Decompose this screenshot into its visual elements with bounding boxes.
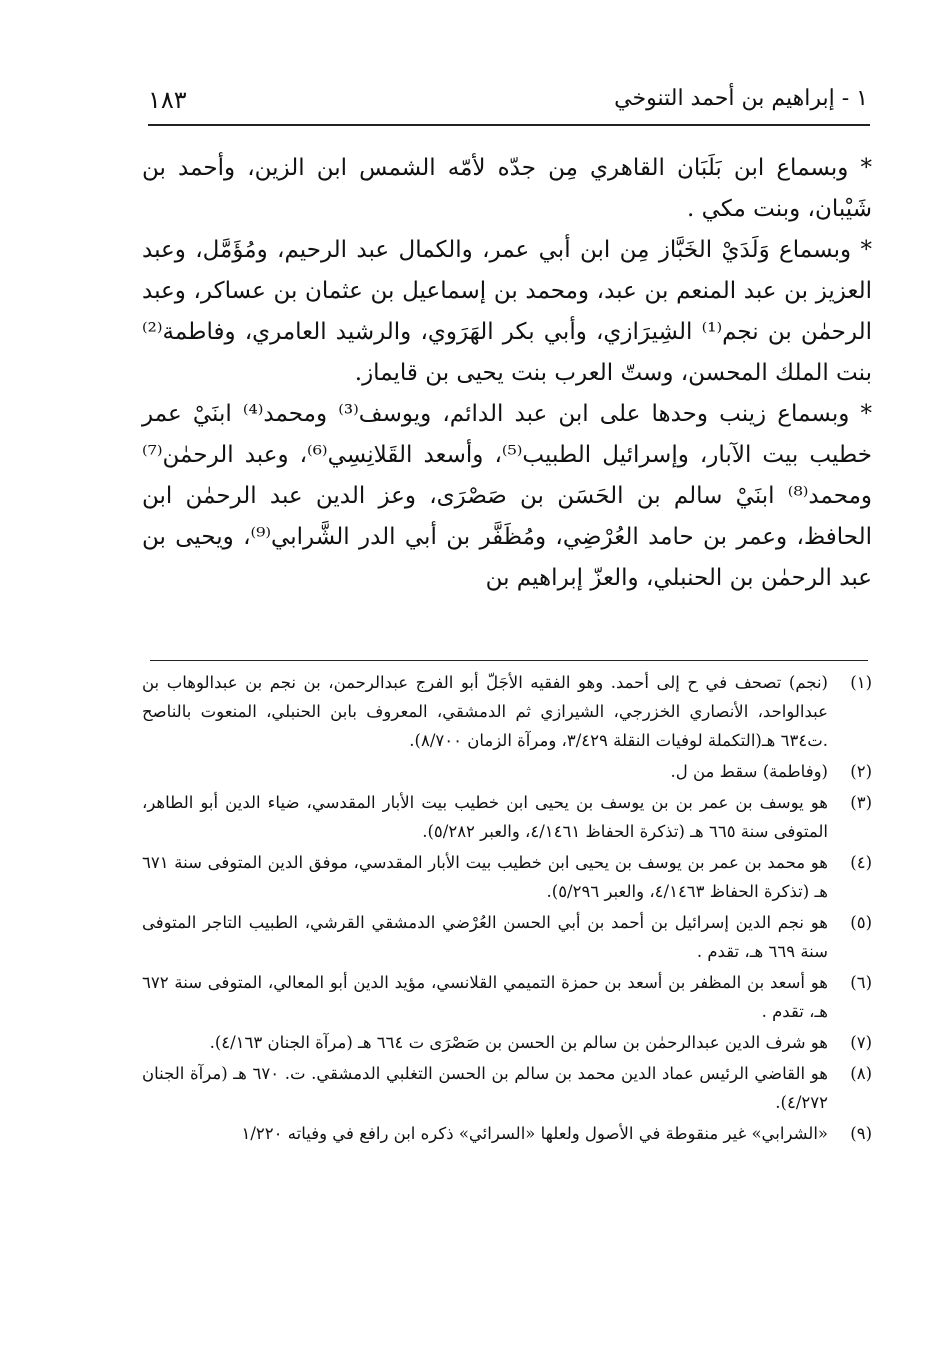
paragraph: * وبسماع زينب وحدها على ابن عبد الدائم، ويوسف⁽³⁾ ومحمد⁽⁴⁾ ابنَيْ عمر خطيب بيت الآبار، وإسرائيل الطبيب⁽⁵⁾، وأسعد القَلانِسِي⁽⁶⁾، وعبد الرحمٰن⁽⁷⁾ ومحمد⁽⁸⁾ ابنَيْ سالم بن الحَسَن بن صَصْرَى، وعز الدين عبد الرحمٰن ابن الحافظ، وعمر بن حامد العُرْضِي، ومُظَفَّر بن أبي الدر الشَّرابي⁽⁹⁾، ويحيى بن عبد الرحمٰن بن الحنبلي، والعزّ إبراهيم بن	[142, 401, 872, 591]
main-text	[142, 148, 872, 599]
footnote-divider	[150, 660, 868, 661]
footnote-text: هو أسعد بن المظفر بن أسعد بن حمزة التميمي القلانسي، مؤيد الدين أبو المعالي، المتوفى سنة ٦٧٢ هـ، تقدم .	[142, 973, 828, 1021]
footnote-text: هو شرف الدين عبدالرحمٰن بن سالم بن الحسن بن صَصْرَى ت ٦٦٤ هـ (مرآة الجنان ٤/١٦٣).	[209, 1033, 828, 1052]
running-title: ١ - إبراهيم بن أحمد التنوخي	[614, 86, 868, 111]
footnote	[142, 788, 872, 846]
footnote	[142, 668, 872, 755]
footnote-text: هو نجم الدين إسرائيل بن أحمد بن أبي الحسن العُرْضي الدمشقي القرشي، الطبيب التاجر المتوفى سنة ٦٦٩ هـ، تقدم .	[142, 913, 828, 961]
footnote	[142, 968, 872, 1026]
footnote	[142, 757, 872, 786]
footnote-text: (نجم) تصحف في ح إلى أحمد. وهو الفقيه الأجَلّ أبو الفرج عبدالرحمن، بن نجم بن عبدالوهاب بن عبدالواحد، الأنصاري الخزرجي، الشيرازي ثم الدمشقي، المعروف بابن الحنبلي، المنعوت بالناصح .ت٦٣٤ هـ(التكملة لوفيات النقلة ٣/٤٢٩، ومرآة الزمان ٨/٧٠٠).	[142, 673, 828, 750]
footnote	[142, 848, 872, 906]
footnote-number: (٣)	[850, 793, 872, 812]
footnote-number: (٩)	[850, 1124, 872, 1143]
footnote	[142, 1119, 872, 1148]
footnote-text: هو القاضي الرئيس عماد الدين محمد بن سالم بن الحسن التغلبي الدمشقي. ت. ٦٧٠ هـ (مرآة الجنان ٤/٢٧٢).	[142, 1064, 829, 1112]
footnote	[142, 1028, 872, 1057]
page-number: ١٨٣	[148, 86, 187, 114]
footnote-number: (٧)	[850, 1033, 872, 1052]
footnote-number: (١)	[850, 673, 872, 692]
footnote-number: (٥)	[850, 913, 872, 932]
paragraph: * وبسماع ابن بَلَبَان القاهري مِن جدّه لأمّه الشمس ابن الزين، وأحمد بن شَيْبان، وبنت مكي .	[142, 155, 872, 222]
footnote-number: (٦)	[850, 973, 872, 992]
footnote-number: (٤)	[850, 853, 872, 872]
page-header	[148, 86, 868, 120]
footnote-text: (وفاطمة) سقط من ل.	[670, 762, 828, 781]
footnote	[142, 1059, 872, 1117]
header-divider	[148, 124, 870, 126]
paragraph: * وبسماع وَلَدَيْ الخَبَّاز مِن ابن أبي عمر، والكمال عبد الرحيم، ومُؤَمَّل، وعبد العزيز بن عبد المنعم بن عبد، ومحمد بن إسماعيل بن عثمان بن عساكر، وعبد الرحمٰن بن نجم⁽¹⁾ الشِيرَازي، وأبي بكر الهَرَوي، والرشيد العامري، وفاطمة⁽²⁾ بنت الملك المحسن، وستّ العرب بنت يحيى بن قايماز.	[142, 237, 872, 386]
footnote-number: (٢)	[850, 762, 872, 781]
footnote-text: هو يوسف بن عمر بن بن يوسف بن يحيى ابن خطيب بيت الأبار المقدسي، ضياء الدين أبو الطاهر، المتوفى سنة ٦٦٥ هـ (تذكرة الحفاظ ٤/١٤٦١، والعبر ٥/٢٨٢).	[142, 793, 828, 841]
footnote-text: «الشرابي» غير منقوطة في الأصول ولعلها «السرائي» ذكره ابن رافع في وفياته ١/٢٢٠	[241, 1124, 828, 1143]
footnotes	[142, 668, 872, 1148]
footnote	[142, 908, 872, 966]
footnote-number: (٨)	[850, 1064, 872, 1083]
footnote-text: هو محمد بن عمر بن يوسف بن يحيى ابن خطيب بيت الأبار المقدسي، موفق الدين المتوفى سنة ٦٧١ هـ (تذكرة الحفاظ ٤/١٤٦٣، والعبر ٥/٢٩٦).	[142, 853, 828, 901]
